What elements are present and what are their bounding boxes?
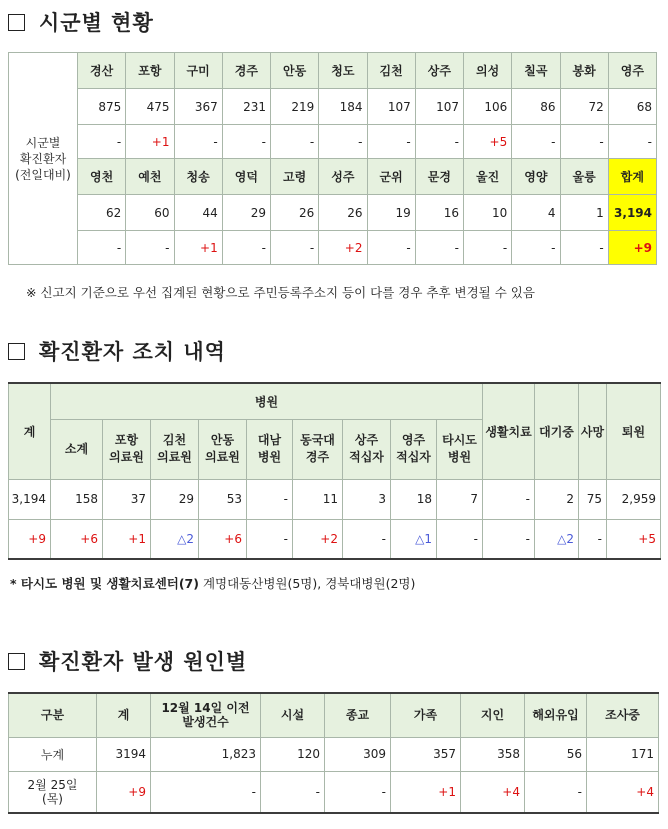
city-name: 봉화 <box>560 53 608 89</box>
table-row <box>9 231 657 265</box>
date-line: 2월 25일 <box>27 777 78 792</box>
city-name: 영천 <box>78 159 126 195</box>
row-label-line: (전일대비) <box>15 167 71 182</box>
treatment-table <box>8 382 661 560</box>
row-label-line: 시군별 <box>25 135 61 150</box>
city-value: 19 <box>367 195 415 231</box>
table-row <box>9 89 657 125</box>
treatment-value: 3,194 <box>9 479 51 519</box>
subcol-line: 김천 <box>162 433 187 447</box>
treatment-value: 2 <box>535 479 579 519</box>
cause-value: 1,823 <box>151 737 261 771</box>
city-value: 86 <box>512 89 560 125</box>
city-name: 울릉 <box>560 159 608 195</box>
table-row <box>9 771 659 813</box>
city-value: +1 <box>174 231 222 265</box>
section2-title: 확진환자 조치 내역 <box>39 340 226 364</box>
row-label <box>9 53 78 265</box>
cause-delta: - <box>525 771 587 813</box>
city-name: 안동 <box>271 53 319 89</box>
col-waiting: 대기중 <box>535 383 579 479</box>
city-value: - <box>608 125 656 159</box>
city-value: 44 <box>174 195 222 231</box>
subcol-line: 타시도 <box>442 433 477 447</box>
cause-header <box>151 693 261 737</box>
hospital-subcol <box>437 419 483 479</box>
subcol-line: 경주 <box>305 450 330 464</box>
city-name: 영덕 <box>222 159 270 195</box>
city-value: +5 <box>464 125 512 159</box>
cause-delta: - <box>261 771 325 813</box>
city-value: 219 <box>271 89 319 125</box>
cause-header: 조사중 <box>587 693 659 737</box>
city-value: - <box>222 231 270 265</box>
city-name: 김천 <box>367 53 415 89</box>
section1-title: 시군별 현황 <box>39 11 154 35</box>
city-name: 상주 <box>415 53 463 89</box>
city-value: - <box>512 231 560 265</box>
city-value: - <box>174 125 222 159</box>
cause-value: 171 <box>587 737 659 771</box>
city-value: +9 <box>608 231 656 265</box>
city-value: - <box>367 125 415 159</box>
city-value: 231 <box>222 89 270 125</box>
hospital-subcol <box>343 419 391 479</box>
treatment-value: 75 <box>579 479 607 519</box>
treatment-value: 53 <box>199 479 247 519</box>
date-label <box>9 771 97 813</box>
city-value: 475 <box>126 89 174 125</box>
hospital-subcol <box>103 419 151 479</box>
table-row <box>9 519 661 559</box>
col-total: 계 <box>9 383 51 479</box>
subcol-line: 병원 <box>447 450 472 464</box>
table-row <box>9 195 657 231</box>
treatment-value: △2 <box>151 519 199 559</box>
treatment-value: - <box>579 519 607 559</box>
subcol-line: 소계 <box>64 441 89 456</box>
cause-delta: - <box>325 771 391 813</box>
cause-value: 358 <box>461 737 525 771</box>
subcol-line: 의료원 <box>205 450 240 464</box>
city-value: 72 <box>560 89 608 125</box>
subcol-line: 의료원 <box>109 450 144 464</box>
city-name: 청송 <box>174 159 222 195</box>
hospital-subcol <box>391 419 437 479</box>
treatment-value: - <box>247 519 293 559</box>
hospital-subcol <box>51 419 103 479</box>
city-value: 107 <box>415 89 463 125</box>
cause-value: 56 <box>525 737 587 771</box>
city-value: - <box>415 125 463 159</box>
city-value: 16 <box>415 195 463 231</box>
treatment-value: 7 <box>437 479 483 519</box>
city-name: 경주 <box>222 53 270 89</box>
hospital-subcol <box>247 419 293 479</box>
city-value: - <box>78 125 126 159</box>
cause-value: 120 <box>261 737 325 771</box>
city-value: 10 <box>464 195 512 231</box>
city-value: - <box>271 125 319 159</box>
city-value: 4 <box>512 195 560 231</box>
region-status-table <box>8 52 657 265</box>
city-value: 26 <box>319 195 367 231</box>
city-value: 26 <box>271 195 319 231</box>
city-value: - <box>464 231 512 265</box>
city-value: 875 <box>78 89 126 125</box>
hospital-note-bold: * 타시도 병원 및 생활치료센터(7) <box>10 576 199 591</box>
header-line: 12월 14일 이전 <box>161 701 250 716</box>
treatment-value: - <box>483 519 535 559</box>
treatment-value: - <box>343 519 391 559</box>
city-value: 68 <box>608 89 656 125</box>
treatment-value: +6 <box>199 519 247 559</box>
city-name: 울진 <box>464 159 512 195</box>
hospital-note <box>10 574 415 592</box>
treatment-value: △2 <box>535 519 579 559</box>
table-row <box>9 479 661 519</box>
city-value: 184 <box>319 89 367 125</box>
treatment-value: 3 <box>343 479 391 519</box>
city-value: 107 <box>367 89 415 125</box>
subcol-line: 대남 <box>257 433 282 447</box>
subcol-line: 포항 <box>114 433 139 447</box>
col-center: 생활치료 <box>483 383 535 479</box>
city-value: 3,194 <box>608 195 656 231</box>
city-value: +1 <box>126 125 174 159</box>
cause-value: 3194 <box>97 737 151 771</box>
hospital-subcol <box>151 419 199 479</box>
cause-table <box>8 692 659 814</box>
treatment-value: 11 <box>293 479 343 519</box>
hospital-note-detail: 계명대동산병원(5명), 경북대병원(2명) <box>202 576 416 591</box>
section2-heading <box>8 336 226 366</box>
city-value: - <box>126 231 174 265</box>
city-value: 62 <box>78 195 126 231</box>
city-name: 경산 <box>78 53 126 89</box>
city-value: 29 <box>222 195 270 231</box>
cause-delta: - <box>151 771 261 813</box>
table-row <box>9 125 657 159</box>
hospital-subcol <box>199 419 247 479</box>
city-name: 고령 <box>271 159 319 195</box>
city-value: - <box>271 231 319 265</box>
city-name: 영주 <box>608 53 656 89</box>
cause-value: 357 <box>391 737 461 771</box>
treatment-value: 29 <box>151 479 199 519</box>
cause-delta: +9 <box>97 771 151 813</box>
city-value: 60 <box>126 195 174 231</box>
city-value: +2 <box>319 231 367 265</box>
cause-header: 종교 <box>325 693 391 737</box>
city-name: 의성 <box>464 53 512 89</box>
city-name: 청도 <box>319 53 367 89</box>
table-row <box>9 53 657 89</box>
checkbox-square-icon <box>8 653 25 670</box>
hospital-subcol <box>293 419 343 479</box>
cause-header: 지인 <box>461 693 525 737</box>
cause-header: 해외유입 <box>525 693 587 737</box>
subcol-line: 의료원 <box>157 450 192 464</box>
table-row <box>9 159 657 195</box>
city-value: - <box>319 125 367 159</box>
subcol-line: 동국대 <box>300 433 335 447</box>
city-value: - <box>367 231 415 265</box>
city-value: - <box>560 125 608 159</box>
city-value: 367 <box>174 89 222 125</box>
subcol-line: 영주 <box>401 433 426 447</box>
header-row <box>9 693 659 737</box>
city-value: 1 <box>560 195 608 231</box>
header-line: 발생건수 <box>182 715 229 730</box>
table-row <box>9 737 659 771</box>
treatment-value: 18 <box>391 479 437 519</box>
cause-delta: +4 <box>587 771 659 813</box>
city-value: - <box>560 231 608 265</box>
city-value: - <box>222 125 270 159</box>
city-name: 군위 <box>367 159 415 195</box>
section1-heading <box>8 7 154 37</box>
treatment-value: +2 <box>293 519 343 559</box>
city-value: - <box>78 231 126 265</box>
cause-header: 가족 <box>391 693 461 737</box>
treatment-value: 2,959 <box>607 479 661 519</box>
cause-header: 구분 <box>9 693 97 737</box>
city-name: 예천 <box>126 159 174 195</box>
col-death: 사망 <box>579 383 607 479</box>
region-note: ※ 신고지 기준으로 우선 집계된 현황으로 주민등록주소지 등이 다를 경우 추후 변경될 수 있음 <box>26 285 535 300</box>
subcol-line: 병원 <box>257 450 282 464</box>
cause-delta: +1 <box>391 771 461 813</box>
col-hospital: 병원 <box>51 383 483 419</box>
city-value: 106 <box>464 89 512 125</box>
city-name: 성주 <box>319 159 367 195</box>
treatment-value: +1 <box>103 519 151 559</box>
checkbox-square-icon <box>8 343 25 360</box>
treatment-value: - <box>483 479 535 519</box>
treatment-value: - <box>247 479 293 519</box>
city-value: - <box>512 125 560 159</box>
col-discharge: 퇴원 <box>607 383 661 479</box>
cause-header: 계 <box>97 693 151 737</box>
treatment-value: - <box>437 519 483 559</box>
subcol-line: 적십자 <box>396 450 431 464</box>
subcol-line: 안동 <box>210 433 235 447</box>
treatment-value: +5 <box>607 519 661 559</box>
cause-value: 누계 <box>9 737 97 771</box>
treatment-value: 158 <box>51 479 103 519</box>
subcol-line: 상주 <box>354 433 379 447</box>
section3-heading <box>8 646 247 676</box>
cause-delta: +4 <box>461 771 525 813</box>
city-value: - <box>415 231 463 265</box>
header-row <box>9 383 661 419</box>
cause-value: 309 <box>325 737 391 771</box>
treatment-value: △1 <box>391 519 437 559</box>
treatment-value: +6 <box>51 519 103 559</box>
city-name: 포항 <box>126 53 174 89</box>
treatment-value: 37 <box>103 479 151 519</box>
subcol-line: 적십자 <box>349 450 384 464</box>
section3-title: 확진환자 발생 원인별 <box>39 650 248 674</box>
city-name: 칠곡 <box>512 53 560 89</box>
treatment-value: +9 <box>9 519 51 559</box>
checkbox-square-icon <box>8 14 25 31</box>
city-name: 영양 <box>512 159 560 195</box>
city-name: 합계 <box>608 159 656 195</box>
date-line: (목) <box>42 791 63 806</box>
row-label-line: 확진환자 <box>19 151 67 166</box>
cause-header: 시설 <box>261 693 325 737</box>
city-name: 구미 <box>174 53 222 89</box>
city-name: 문경 <box>415 159 463 195</box>
